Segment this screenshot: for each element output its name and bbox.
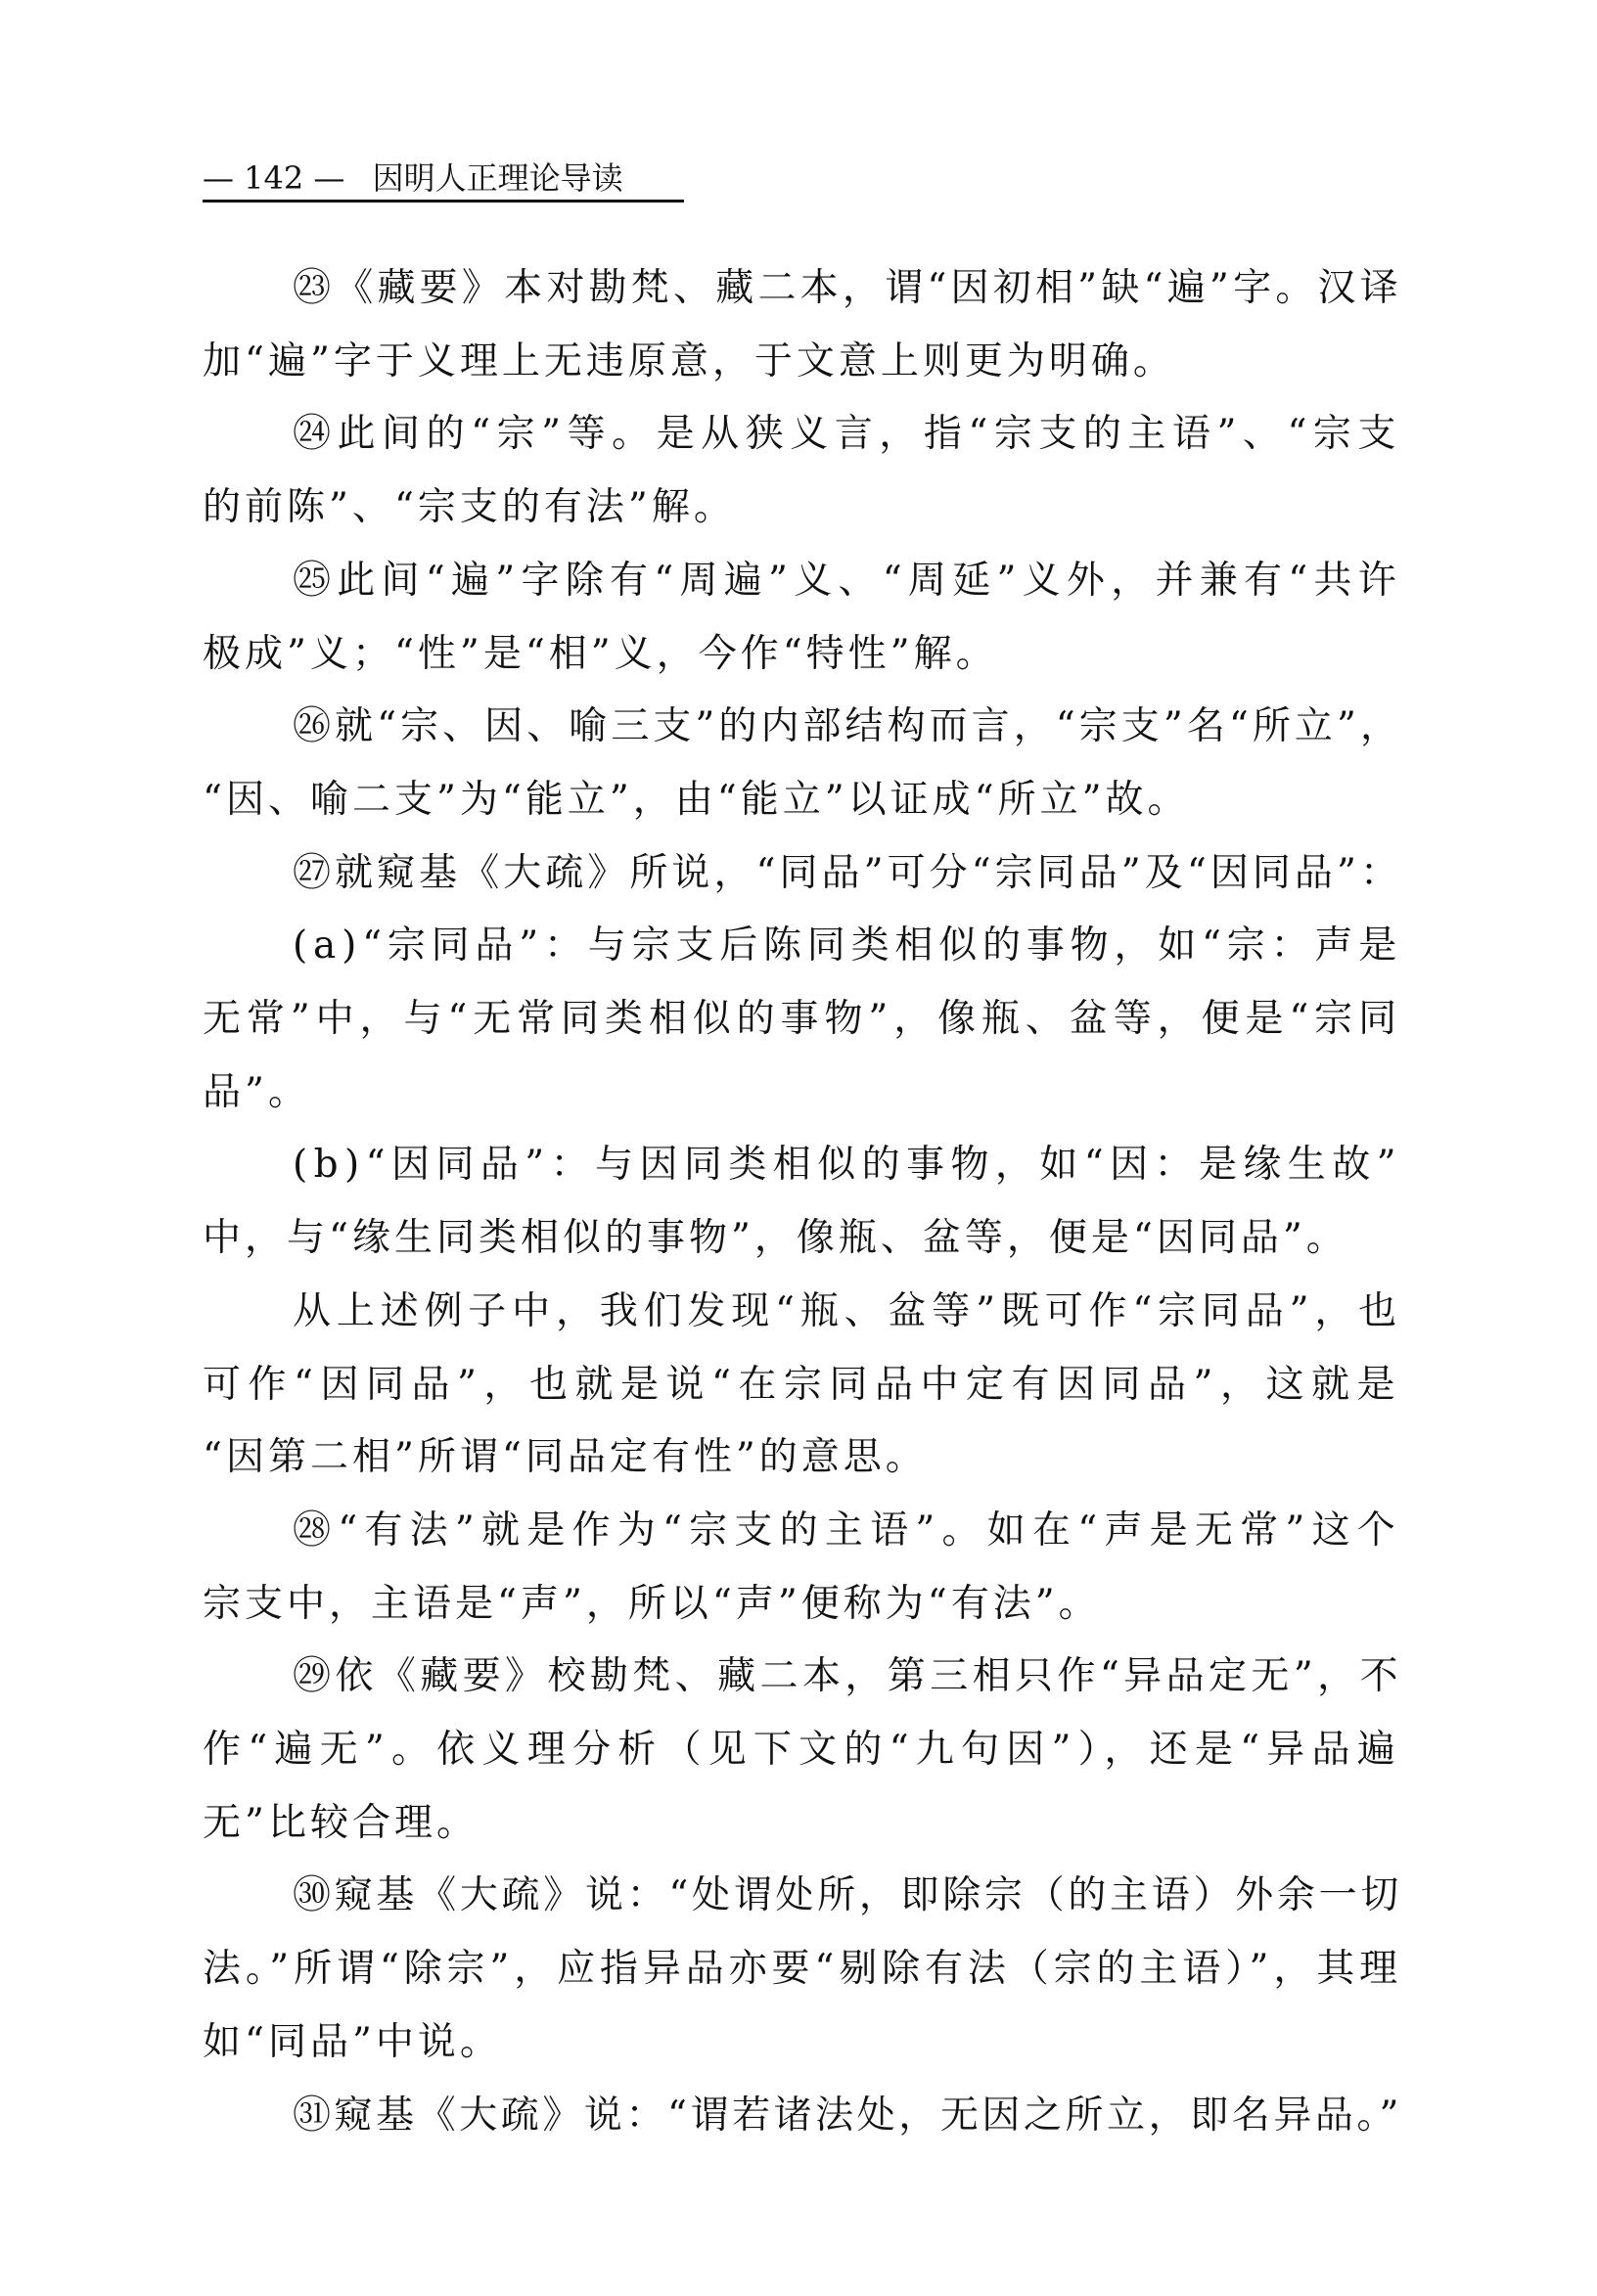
text-line xyxy=(203,910,1404,983)
note-paragraph xyxy=(203,1641,1404,1860)
text-line xyxy=(203,1276,1404,1349)
text-line-content: 加“遍”字于义理上无违原意，于文意上则更为明确。 xyxy=(203,338,1175,383)
text-line-content: 从上述例子中，我们发现“瓶、盆等”既可作“宗同品”，也 xyxy=(293,1288,1402,1333)
text-line xyxy=(203,764,1404,837)
text-line xyxy=(203,252,1404,326)
text-line xyxy=(203,1933,1404,2006)
text-line xyxy=(203,1568,1404,1642)
text-line xyxy=(203,1495,1404,1568)
text-line-content: 法。”所谓“除宗”，应指异品亦要“剔除有法（宗的主语）”，其理 xyxy=(203,1947,1402,1992)
text-line-content: 宗支中，主语是“声”，所以“声”便称为“有法”。 xyxy=(203,1581,1101,1626)
text-line-content: 无常”中，与“无常同类相似的事物”，像瓶、盆等，便是“宗同 xyxy=(203,997,1402,1042)
text-line-content: (a)“宗同品”：与宗支后陈同类相似的事物，如“宗：声是 xyxy=(293,923,1402,968)
text-line xyxy=(203,691,1404,764)
book-title: 因明人正理论导读 xyxy=(372,159,623,197)
text-line xyxy=(203,326,1404,399)
text-line-content: 可作“因同品”，也就是说“在宗同品中定有因同品”，这就是 xyxy=(203,1362,1402,1407)
note-paragraph xyxy=(203,1129,1404,1275)
text-line-content: 品”。 xyxy=(203,1069,310,1114)
text-line-content: 的前陈”、“宗支的有法”解。 xyxy=(203,485,736,530)
text-line-content: 中，与“缘生同类相似的事物”，像瓶、盆等，便是“因同品”。 xyxy=(203,1216,1348,1261)
text-line xyxy=(203,398,1404,472)
text-line xyxy=(203,545,1404,618)
text-line-content: 极成”义；“性”是“相”义，今作“特性”解。 xyxy=(203,631,998,676)
note-paragraph xyxy=(203,837,1404,911)
text-line-content: ㉗就窥基《大疏》所说，“同品”可分“宗同品”及“因同品”： xyxy=(293,850,1402,895)
text-line xyxy=(203,1860,1404,1933)
text-line-content: “因、喻二支”为“能立”，由“能立”以证成“所立”故。 xyxy=(203,777,1190,822)
notes-body xyxy=(203,252,1404,2152)
text-line-content: “因第二相”所谓“同品定有性”的意思。 xyxy=(203,1435,928,1480)
running-header xyxy=(203,157,684,203)
text-line xyxy=(203,1714,1404,1787)
text-line-content: 作“遍无”。依义理分析（见下文的“九句因”），还是“异品遍 xyxy=(203,1728,1402,1773)
note-paragraph xyxy=(203,398,1404,544)
page-number: — 142 — xyxy=(203,159,345,197)
text-line-content: ㉕此间“遍”字除有“周遍”义、“周延”义外，并兼有“共许 xyxy=(293,558,1402,603)
note-paragraph xyxy=(203,691,1404,836)
text-line xyxy=(203,1787,1404,1861)
note-paragraph xyxy=(203,252,1404,398)
text-line-content: ㉙依《藏要》校勘梵、藏二本，第三相只作“异品定无”，不 xyxy=(293,1654,1402,1699)
text-line-content: ㉛窥基《大疏》说：“谓若诸法处，无因之所立，即名异品。” xyxy=(293,2093,1402,2138)
text-line xyxy=(203,983,1404,1057)
text-line-content: ㉓《藏要》本对勘梵、藏二本，谓“因初相”缺“遍”字。汉译 xyxy=(293,266,1402,310)
text-line xyxy=(203,1641,1404,1714)
text-line xyxy=(203,2080,1404,2153)
note-paragraph xyxy=(203,1860,1404,2079)
text-line xyxy=(203,2006,1404,2080)
text-line xyxy=(203,472,1404,545)
text-line-content: ㉘“有法”就是作为“宗支的主语”。如在“声是无常”这个 xyxy=(293,1508,1402,1553)
text-line xyxy=(203,1202,1404,1276)
note-paragraph xyxy=(203,1495,1404,1641)
text-line-content: ㉖就“宗、因、喻三支”的内部结构而言，“宗支”名“所立”， xyxy=(293,704,1402,749)
text-line-content: 如“同品”中说。 xyxy=(203,2019,502,2064)
text-line-content: ㉔此间的“宗”等。是从狭义言，指“宗支的主语”、“宗支 xyxy=(293,412,1402,457)
text-line xyxy=(203,1349,1404,1422)
text-line xyxy=(203,837,1404,911)
note-paragraph xyxy=(203,545,1404,691)
text-line xyxy=(203,1057,1404,1130)
note-paragraph xyxy=(203,2080,1404,2153)
text-line xyxy=(203,1421,1404,1495)
text-line-content: (b)“因同品”：与因同类相似的事物，如“因：是缘生故” xyxy=(293,1143,1402,1188)
text-line xyxy=(203,618,1404,692)
text-line-content: 无”比较合理。 xyxy=(203,1800,479,1845)
text-line-content: ㉚窥基《大疏》说：“处谓处所，即除宗（的主语）外余一切 xyxy=(293,1873,1402,1918)
text-line xyxy=(203,1129,1404,1202)
note-paragraph xyxy=(203,910,1404,1129)
note-paragraph xyxy=(203,1276,1404,1495)
